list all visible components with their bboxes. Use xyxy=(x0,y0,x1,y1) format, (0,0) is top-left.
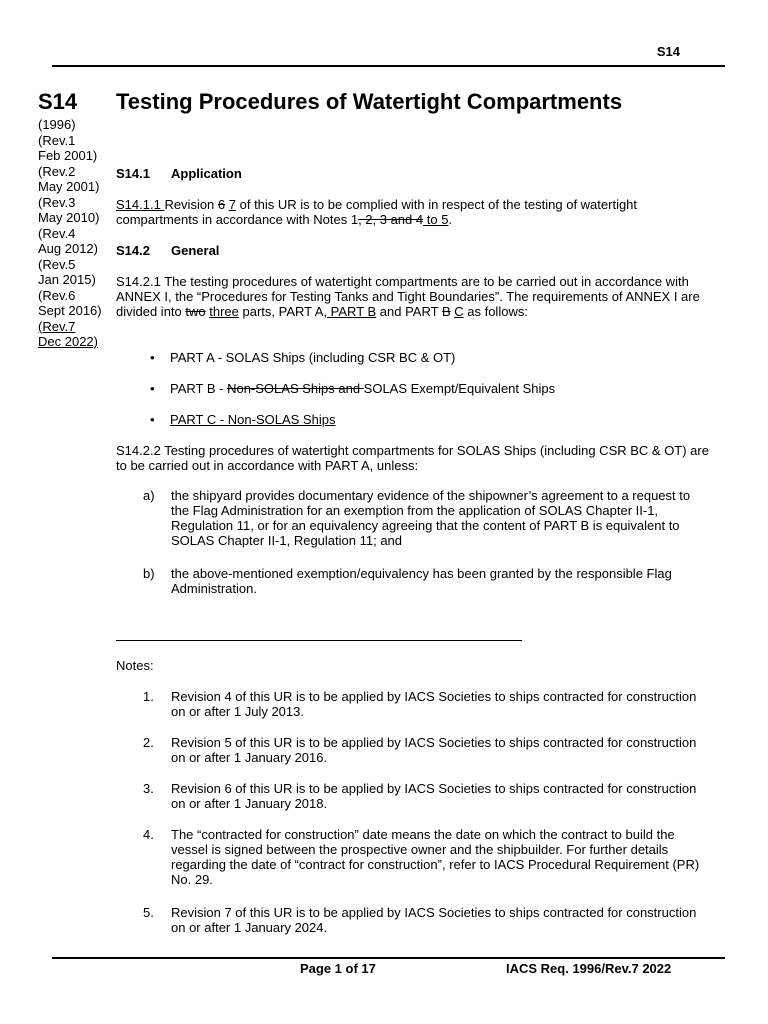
part-a-text: PART A - SOLAS Ships (including CSR BC & OT) xyxy=(170,350,456,365)
paragraph-s14-1-1 xyxy=(116,197,716,227)
paragraph-ref: S14.1.1 xyxy=(116,197,165,212)
condition-item xyxy=(116,488,716,550)
section-number: S14.1 xyxy=(116,166,150,181)
revision-history-line-new: Dec 2022) xyxy=(38,334,98,349)
note-number: 5. xyxy=(143,905,154,920)
text-run: and PART xyxy=(376,304,442,319)
revision-history-line: (Rev.2 xyxy=(38,163,76,179)
note-item xyxy=(116,905,716,937)
note-text: Revision 4 of this UR is to be applied by IACS Societies to ships contracted for construction on or after 1 July 2013. xyxy=(171,689,697,719)
text-run: . xyxy=(448,212,453,227)
notes-separator xyxy=(116,640,522,641)
part-a-item xyxy=(150,350,710,365)
section-number: S14.2 xyxy=(116,243,150,258)
part-c-text: PART C - Non-SOLAS Ships xyxy=(170,412,336,427)
deleted-text: Non-SOLAS Ships and xyxy=(227,381,364,396)
note-text: Revision 5 of this UR is to be applied by IACS Societies to ships contracted for construction on or after 1 January 2016. xyxy=(171,735,697,765)
header-rule xyxy=(52,65,725,67)
inserted-text: three xyxy=(209,304,239,319)
revision-history-line: (Rev.6 xyxy=(38,287,76,303)
note-text: Revision 6 of this UR is to be applied by IACS Societies to ships contracted for construction on or after 1 January 2018. xyxy=(171,781,697,811)
inserted-text: 7 xyxy=(228,197,236,212)
revision-history-line: (Rev.5 xyxy=(38,256,76,272)
note-item xyxy=(116,827,716,889)
text-run: SOLAS Exempt/Equivalent Ships xyxy=(363,381,556,396)
note-text: Revision 7 of this UR is to be applied by IACS Societies to ships contracted for construction on or after 1 January 2024. xyxy=(171,905,697,935)
revision-history-line: (1996) xyxy=(38,117,76,132)
notes-heading: Notes: xyxy=(116,658,154,673)
note-number: 1. xyxy=(143,689,154,704)
condition-text: the shipyard provides documentary evidence of the shipowner’s agreement to a request to the Flag Administration for an exemption from the application of SOLAS Chapter II-1, Regulation 11, or for an equivalency agreeing that the content of PART B is equivalent to SOLAS Chapter II-1, Regulation 11; and xyxy=(171,488,691,548)
revision-history-line: (Rev.3 xyxy=(38,194,76,210)
paragraph-s14-2-2: S14.2.2 Testing procedures of watertight compartments for SOLAS Ships (including CSR BC & OT) are to be carried out in accordance with PART A, unless: xyxy=(116,443,709,473)
deleted-text: , 2, 3 and 4 xyxy=(358,212,424,227)
deleted-text: 6 xyxy=(217,197,226,212)
revision-history-line: Feb 2001) xyxy=(38,148,98,163)
document-title: Testing Procedures of Watertight Compartments xyxy=(116,89,623,114)
section-heading-general xyxy=(116,243,219,258)
revision-history-line: May 2001) xyxy=(38,179,100,194)
note-item xyxy=(116,735,716,767)
requirement-code: S14 xyxy=(38,89,78,114)
section-heading-application xyxy=(116,166,242,181)
note-number: 3. xyxy=(143,781,154,796)
inserted-text: C xyxy=(454,304,464,319)
part-b-item xyxy=(150,381,710,396)
text-run: parts, PART A xyxy=(238,304,324,319)
deleted-text: two xyxy=(185,304,206,319)
bullet-icon: • xyxy=(150,412,155,427)
revision-history-line: (Rev.1 xyxy=(38,132,76,148)
note-text: The “contracted for construction” date means the date on which the contract to build the vessel is signed between the prospective owner and the shipbuilder. For further details regarding the date of “contract for construction”, refer to IACS Procedural Requirement (PR) No. 29. xyxy=(171,827,700,887)
text-run: as follows: xyxy=(463,304,528,319)
text-run: S14.2.1 The testing procedures of watertight compartments are to be carried out in accordance with ANNEX I, the “Procedures for Testing Tanks and Tight Boundaries”. The requirements of ANNEX I are divided into xyxy=(116,274,700,319)
footer-reference: IACS Req. 1996/Rev.7 2022 xyxy=(506,961,672,976)
text-run: of this UR is to be complied with in respect of the testing of watertight compartments in accordance with Notes 1 xyxy=(116,197,638,227)
note-item xyxy=(116,689,716,721)
footer-rule xyxy=(52,957,725,959)
revision-history-line-new: (Rev.7 xyxy=(38,318,76,334)
deleted-text: B xyxy=(441,304,451,319)
condition-text: the above-mentioned exemption/equivalency has been granted by the responsible Flag Administration. xyxy=(171,566,672,596)
revision-history-line: Sept 2016) xyxy=(38,303,102,318)
part-c-item xyxy=(150,412,710,427)
note-number: 4. xyxy=(143,827,154,842)
text-run: PART B - xyxy=(170,381,228,396)
page-number: Page 1 of 17 xyxy=(300,961,376,976)
paragraph-s14-2-1 xyxy=(116,274,716,319)
note-number: 2. xyxy=(143,735,154,750)
section-title: Application xyxy=(171,166,242,181)
header-document-code: S14 xyxy=(656,44,680,59)
section-title: General xyxy=(171,243,220,258)
text-run: Revision xyxy=(164,197,218,212)
bullet-icon: • xyxy=(150,381,155,396)
revision-history xyxy=(38,117,113,350)
bullet-icon: • xyxy=(150,350,155,365)
revision-history-line: May 2010) xyxy=(38,210,100,225)
revision-history-line: Jan 2015) xyxy=(38,272,96,287)
inserted-text: , PART B xyxy=(323,304,377,319)
condition-label: b) xyxy=(143,566,155,581)
inserted-text: to 5 xyxy=(423,212,449,227)
revision-history-line: (Rev.4 xyxy=(38,225,76,241)
condition-label: a) xyxy=(143,488,155,503)
revision-history-line: Aug 2012) xyxy=(38,241,98,256)
note-item xyxy=(116,781,716,813)
condition-item xyxy=(116,566,716,598)
